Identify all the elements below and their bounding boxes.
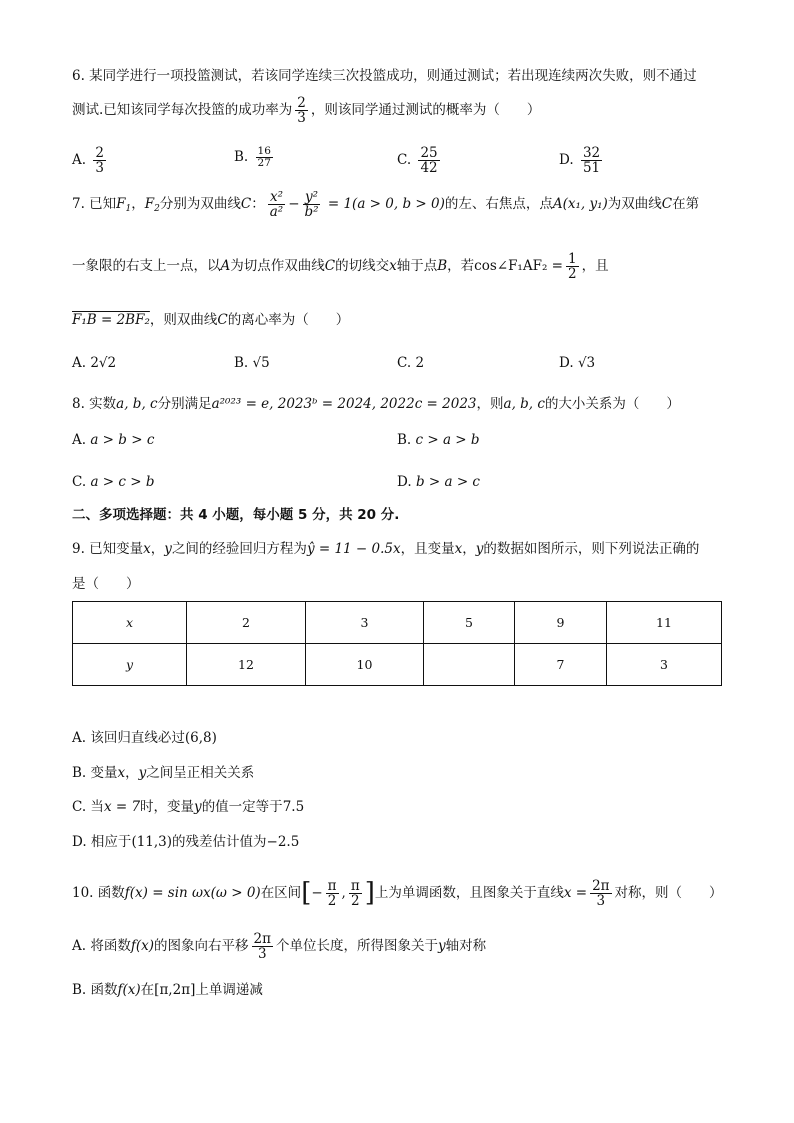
option-value: √5	[252, 355, 270, 371]
shift-frac: $\frac{2\pi}{3}$	[253, 931, 271, 963]
b-symbol: B	[437, 258, 448, 275]
q7-text: 7. 已知	[72, 196, 117, 213]
option-label: C.	[397, 152, 412, 169]
q10-text: 10. 函数	[72, 885, 125, 902]
q8-line	[72, 396, 680, 412]
option-text: A. 该回归直线必过	[72, 730, 185, 746]
q6-line1	[72, 68, 697, 84]
q9-line1	[72, 541, 699, 557]
q6-text-2: 测试.已知该同学每次投篮的成功率为	[72, 102, 293, 119]
q6-fraction	[295, 96, 308, 125]
q9-line2: 是（ ）	[72, 576, 140, 592]
q7-text: 的切线交	[335, 258, 390, 275]
q7-text: 的左、右焦点，点	[444, 196, 553, 213]
option-text: B. 变量	[72, 765, 118, 781]
x-symbol: x	[117, 765, 126, 781]
q10-text: 对称，则（ ）	[614, 885, 723, 902]
option-value: (11,3)	[131, 834, 173, 850]
curve-symbol: C	[217, 312, 228, 328]
q7-text: 为切点作双曲线	[230, 258, 325, 275]
q6-option-d[interactable]	[559, 146, 605, 175]
q10-line	[72, 878, 723, 909]
option-value: √3	[577, 355, 596, 371]
q7-text: 在第	[672, 196, 700, 213]
q9-option-d[interactable]	[72, 834, 299, 850]
q10-option-a[interactable]	[72, 932, 486, 961]
table-row-x	[73, 602, 722, 644]
function-symbol: f(x)	[117, 982, 141, 998]
frac-num: 25	[420, 145, 438, 161]
comma: ，	[150, 541, 165, 557]
q8-text: 8. 实数	[72, 396, 117, 412]
option-frac	[418, 146, 439, 175]
y-symbol: y	[164, 541, 172, 557]
q9-text: 9. 已知变量	[72, 541, 144, 557]
q10-text: 上为单调函数，且图象关于直线	[374, 885, 564, 902]
option-label: B.	[397, 432, 412, 448]
q6-frac-num: 2	[297, 95, 306, 111]
q10-option-b[interactable]	[72, 982, 263, 998]
q7-text: 轴于点	[396, 258, 438, 275]
table-cell: x	[73, 602, 187, 644]
curve-symbol: C	[240, 196, 252, 213]
option-label: D.	[559, 152, 574, 169]
q7-text: 一象限的右支上一点，以	[72, 258, 221, 275]
q7-text: ，若	[447, 258, 475, 275]
y-symbol: y	[194, 799, 202, 815]
table-cell: 3	[607, 644, 722, 686]
option-value: b > a > c	[415, 474, 480, 490]
regression-equation: ŷ = 11 − 0.5x	[306, 541, 401, 557]
q9-text: 的数据如图所示，则下列说法正确的	[483, 541, 700, 557]
line-x: x =	[563, 885, 588, 902]
frac-den: 51	[582, 160, 601, 177]
y-symbol: y	[437, 938, 446, 955]
colon: ：	[251, 196, 265, 213]
x-symbol: x	[143, 541, 151, 557]
option-text: C. 当	[72, 799, 104, 815]
q8-text: 的大小关系为（ ）	[544, 396, 680, 412]
q8-options-row1	[72, 432, 722, 452]
table-cell: 11	[607, 602, 722, 644]
frac-den: 3	[95, 160, 104, 177]
frac-den: 42	[420, 160, 438, 177]
table-cell: 2	[187, 602, 306, 644]
q8-condition: a²⁰²³ = e, 2023ᵇ = 2024, 2022c = 2023	[211, 396, 477, 412]
q7-line3	[72, 312, 349, 328]
option-value: a > b > c	[90, 432, 155, 448]
q8-text: ，则	[476, 396, 504, 412]
minus-sign: −	[311, 885, 323, 902]
option-label: B.	[234, 355, 249, 371]
interval-frac-1: $\frac{\pi}{2}$	[327, 877, 337, 910]
q6-option-a[interactable]	[72, 146, 109, 175]
minus-sign: −	[288, 196, 300, 213]
q10-text: 在区间	[260, 885, 302, 902]
q8-options-row2	[72, 474, 722, 494]
q6-text-3: ，则该同学通过测试的概率为（ ）	[310, 102, 541, 119]
q8-option-d[interactable]	[397, 474, 480, 490]
interval-frac-2: $\frac{\pi}{2}$	[350, 877, 360, 910]
q7-option-a[interactable]	[72, 355, 116, 371]
option-text: 在	[140, 982, 155, 998]
q7-options	[72, 355, 722, 375]
option-text: 轴对称	[445, 938, 487, 955]
option-label: C.	[397, 355, 412, 371]
table-cell: 10	[306, 644, 424, 686]
q7-text: 分别为双曲线	[159, 196, 241, 213]
hyperbola-condition: = 1(a > 0, b > 0)	[323, 196, 445, 213]
table-cell: 5	[424, 602, 515, 644]
q9-option-b[interactable]	[72, 765, 254, 781]
option-label: D.	[559, 355, 574, 371]
x-symbol: x	[454, 541, 463, 557]
option-text: 个单位长度，所得图象关于	[275, 938, 438, 955]
table-cell: 7	[515, 644, 607, 686]
option-value: (6,8)	[184, 730, 217, 746]
q7-text: 的离心率为（ ）	[227, 312, 350, 328]
q7-option-c[interactable]	[397, 355, 424, 371]
option-text: 之间呈正相关关系	[146, 765, 255, 781]
q9-data-table	[72, 601, 722, 686]
q8-vars: a, b, c	[503, 396, 545, 412]
option-value: 2√2	[90, 355, 117, 371]
q6-options	[72, 136, 722, 176]
q6-frac-den: 3	[297, 110, 306, 127]
right-bracket: ]	[364, 878, 375, 908]
option-label: A.	[72, 355, 87, 371]
option-text: B. 函数	[72, 982, 118, 998]
y-symbol: y	[138, 765, 147, 781]
section-heading: 二、多项选择题：共 4 小题，每小题 5 分，共 20 分.	[72, 507, 400, 523]
table-cell: y	[73, 644, 187, 686]
q9-option-a[interactable]	[72, 730, 217, 746]
q7-text: ，则双曲线	[149, 312, 218, 328]
option-label: C.	[72, 474, 87, 490]
option-value: 7.5	[282, 799, 305, 815]
option-text: 的残差估计值为	[172, 834, 267, 850]
q7-line1	[72, 190, 699, 219]
option-text: D. 相应于	[72, 834, 132, 850]
q8-option-b[interactable]	[397, 432, 480, 448]
frac-num: 32	[582, 145, 601, 161]
cos-frac: $\frac{1}{2}$	[567, 251, 577, 283]
option-text: 的值一定等于	[201, 799, 283, 815]
q9-option-c[interactable]	[72, 799, 304, 815]
function-symbol: f(x)	[130, 938, 154, 955]
comma: ,	[341, 885, 346, 902]
table-cell: 12	[187, 644, 306, 686]
q8-option-a[interactable]	[72, 432, 154, 448]
table-cell	[424, 644, 515, 686]
q7-line2	[72, 252, 609, 281]
q8-vars: a, b, c	[116, 396, 158, 412]
a-symbol: A	[220, 258, 231, 275]
q7-text: ，且	[581, 258, 609, 275]
q6-text-1: 6. 某同学进行一项投篮测试，若该同学连续三次投篮成功，则通过测试；若出现连续两次失败，则不通过	[72, 68, 697, 84]
frac-den: 27	[257, 157, 271, 170]
axis-frac: $\frac{2\pi}{3}$	[592, 877, 610, 910]
option-text: 上单调递减	[195, 982, 263, 998]
option-text: 的图象向右平移	[154, 938, 249, 955]
f1-symbol: $F_1$	[116, 196, 132, 215]
option-frac	[93, 146, 106, 175]
interval-value: [π,2π]	[154, 982, 196, 998]
curve-symbol: C	[324, 258, 336, 275]
option-value: −2.5	[266, 834, 300, 850]
option-label: B.	[234, 149, 249, 166]
frac-num: 16	[257, 145, 271, 157]
y-symbol: y	[475, 541, 484, 557]
q6-option-b[interactable]	[234, 146, 276, 169]
x-symbol: x	[389, 258, 397, 275]
separator: ，	[131, 196, 145, 213]
point-a: A(x₁, y₁)	[552, 196, 608, 213]
q6-line2	[72, 96, 540, 125]
table-cell: 9	[515, 602, 607, 644]
comma: ，	[462, 541, 476, 557]
vector-equation: F₁B = 2BF₂	[72, 312, 150, 328]
option-text: A. 将函数	[72, 938, 131, 955]
left-bracket: [	[301, 878, 312, 908]
option-label: D.	[397, 474, 412, 490]
option-label: A.	[72, 432, 87, 448]
q9-text: ，且变量	[400, 541, 455, 557]
q6-option-c[interactable]	[397, 146, 443, 175]
table-row-y	[73, 644, 722, 686]
table-cell: 3	[306, 602, 424, 644]
option-frac	[581, 146, 602, 175]
option-frac	[256, 146, 273, 169]
option-value: x = 7	[103, 799, 141, 815]
q8-option-c[interactable]	[72, 474, 154, 490]
frac-num: 2	[95, 145, 104, 161]
option-value: a > c > b	[90, 474, 155, 490]
option-label: A.	[72, 152, 87, 169]
hyperbola-frac-1: $\frac{\text{x²}}{\text{a²}}$	[269, 189, 284, 221]
q7-option-b[interactable]	[234, 355, 270, 371]
hyperbola-frac-2: $\frac{\text{y²}}{\text{b²}}$	[304, 189, 319, 221]
comma: ，	[125, 765, 139, 781]
cos-expression: cos∠F₁AF₂ =	[474, 258, 563, 275]
f2-symbol: $F_2$	[144, 196, 160, 215]
q8-text: 分别满足	[157, 396, 212, 412]
q7-option-d[interactable]	[559, 355, 595, 371]
option-value: 2	[415, 355, 425, 371]
function-expression: f(x) = sin ωx(ω > 0)	[124, 885, 261, 902]
curve-symbol: C	[661, 196, 673, 213]
option-text: 时，变量	[140, 799, 195, 815]
q7-text: 为双曲线	[607, 196, 662, 213]
q9-text: 之间的经验回归方程为	[171, 541, 307, 557]
option-value: c > a > b	[415, 432, 480, 448]
